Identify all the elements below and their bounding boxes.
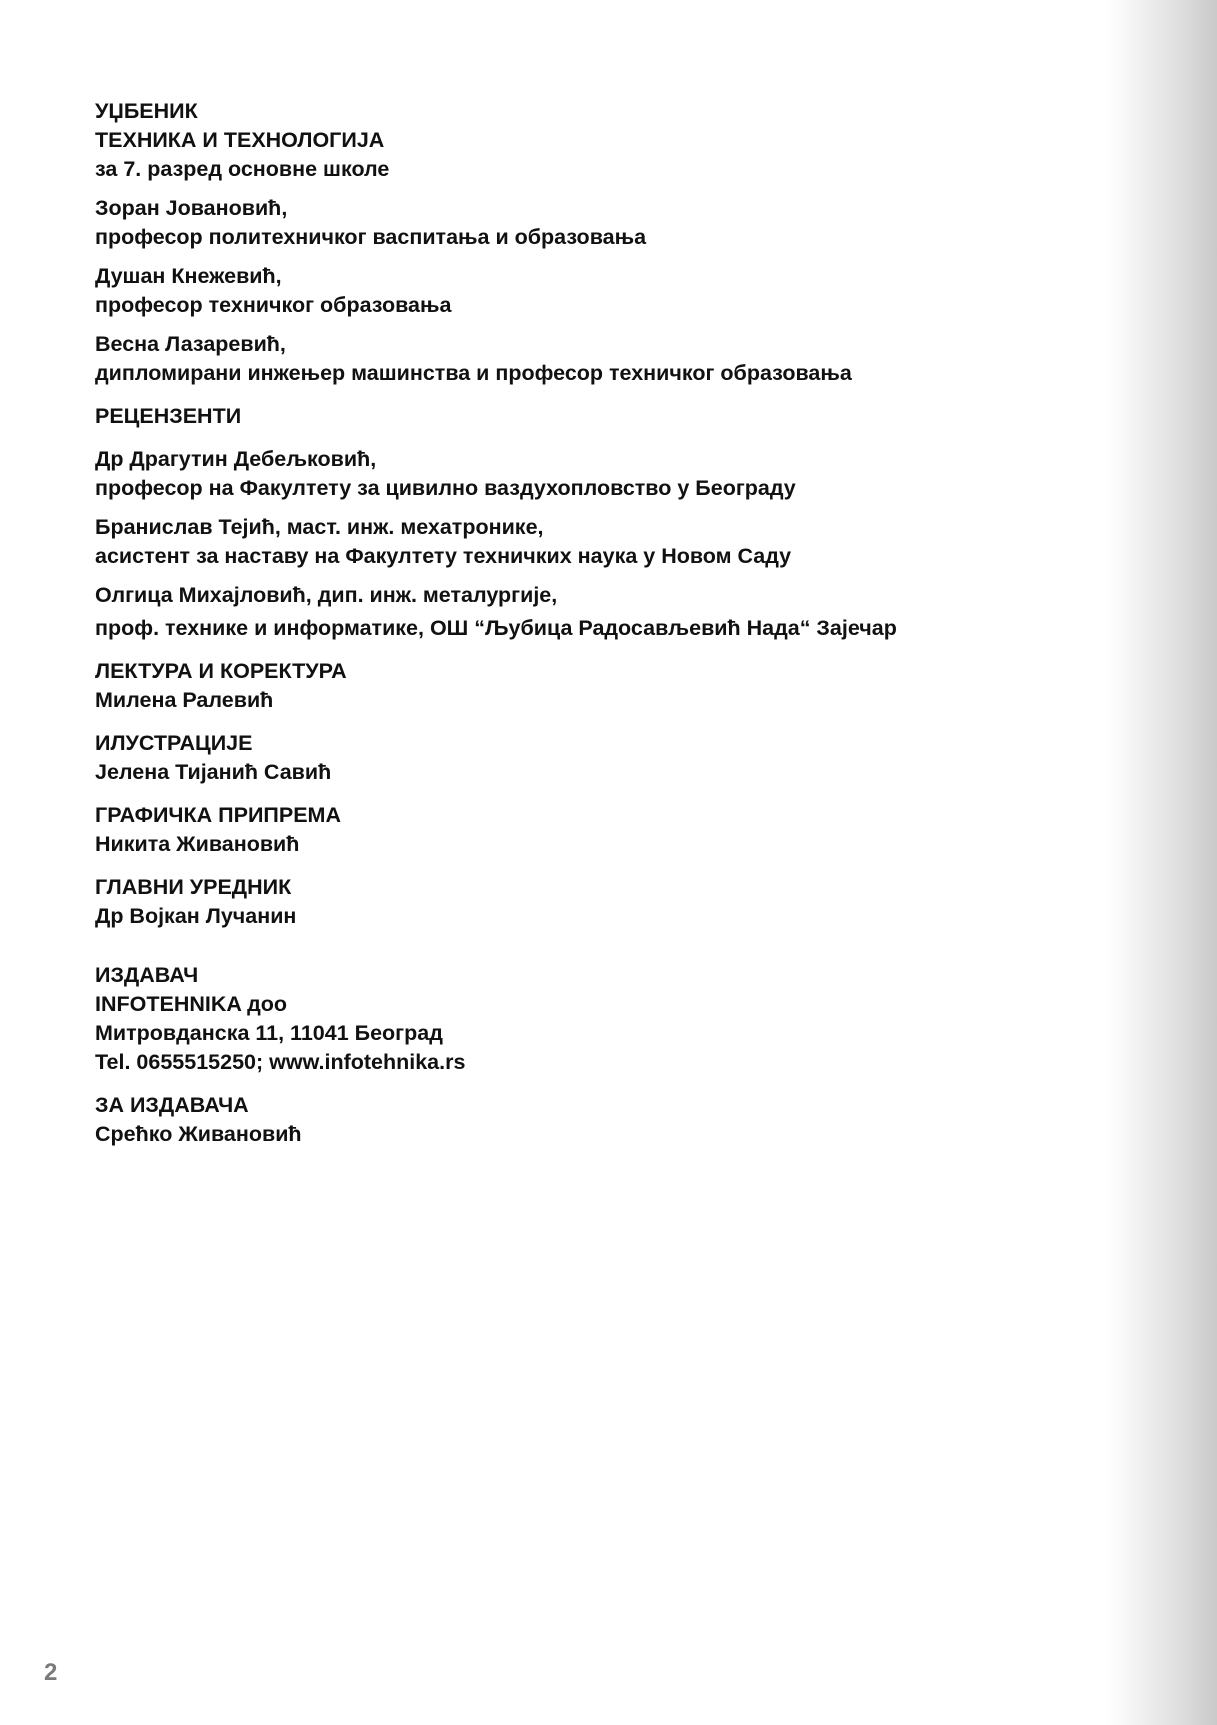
publisher-heading: ИЗДАВАЧ [95, 963, 199, 987]
reviewer-role: асистент за наставу на Факултету техничких наука у Новом Саду [95, 544, 792, 568]
author-role: професор техничког образовања [95, 293, 452, 317]
page-number: 2 [44, 1659, 58, 1686]
page-edge-shadow [1107, 0, 1217, 1725]
graphic-prep-heading: ГРАФИЧКА ПРИПРЕМА [95, 803, 341, 827]
imprint-page [95, 97, 1095, 1149]
for-publisher-heading: ЗА ИЗДАВАЧА [95, 1093, 249, 1117]
book-title: ТЕХНИКА И ТЕХНОЛОГИЈА [95, 128, 385, 152]
book-subtitle: за 7. разред основне школе [95, 157, 390, 181]
reviewer-name: Олгица Михајловић, дип. инж. металургије, [95, 583, 558, 607]
illustrations-name: Јелена Тијанић Савић [95, 760, 332, 784]
editor-heading: ГЛАВНИ УРЕДНИК [95, 875, 292, 899]
editor-name: Др Војкан Лучанин [95, 904, 297, 928]
author-name: Зоран Јовановић, [95, 196, 288, 220]
proofreading-name: Милена Ралевић [95, 688, 274, 712]
reviewer-name: Бранислав Тејић, маст. инж. мехатронике, [95, 515, 544, 539]
reviewer-role: професор на Факултету за цивилно ваздухопловство у Београду [95, 476, 796, 500]
author-name: Душан Кнежевић, [95, 264, 282, 288]
illustrations-heading: ИЛУСТРАЦИЈЕ [95, 731, 253, 755]
reviewer-name: Др Драгутин Дебељковић, [95, 447, 377, 471]
reviewer-role: проф. технике и информатике, ОШ “Љубица Радосављевић Нада“ Зајечар [95, 616, 897, 640]
book-label: УЏБЕНИК [95, 99, 198, 123]
for-publisher-name: Срећко Живановић [95, 1122, 302, 1146]
proofreading-heading: ЛЕКТУРА И КОРЕКТУРА [95, 659, 347, 683]
publisher-address: Митровданска 11, 11041 Београд [95, 1021, 443, 1045]
publisher-contact: Tel. 0655515250; www.infotehnika.rs [95, 1050, 466, 1074]
graphic-prep-name: Никита Живановић [95, 832, 300, 856]
author-role: професор политехничког васпитања и образовања [95, 225, 647, 249]
author-name: Весна Лазаревић, [95, 332, 286, 356]
publisher-name: INFOTEHNIKA доо [95, 992, 287, 1016]
author-role: дипломирани инжењер машинства и професор техничког образовања [95, 361, 852, 385]
reviewers-heading: РЕЦЕНЗЕНТИ [95, 404, 242, 428]
